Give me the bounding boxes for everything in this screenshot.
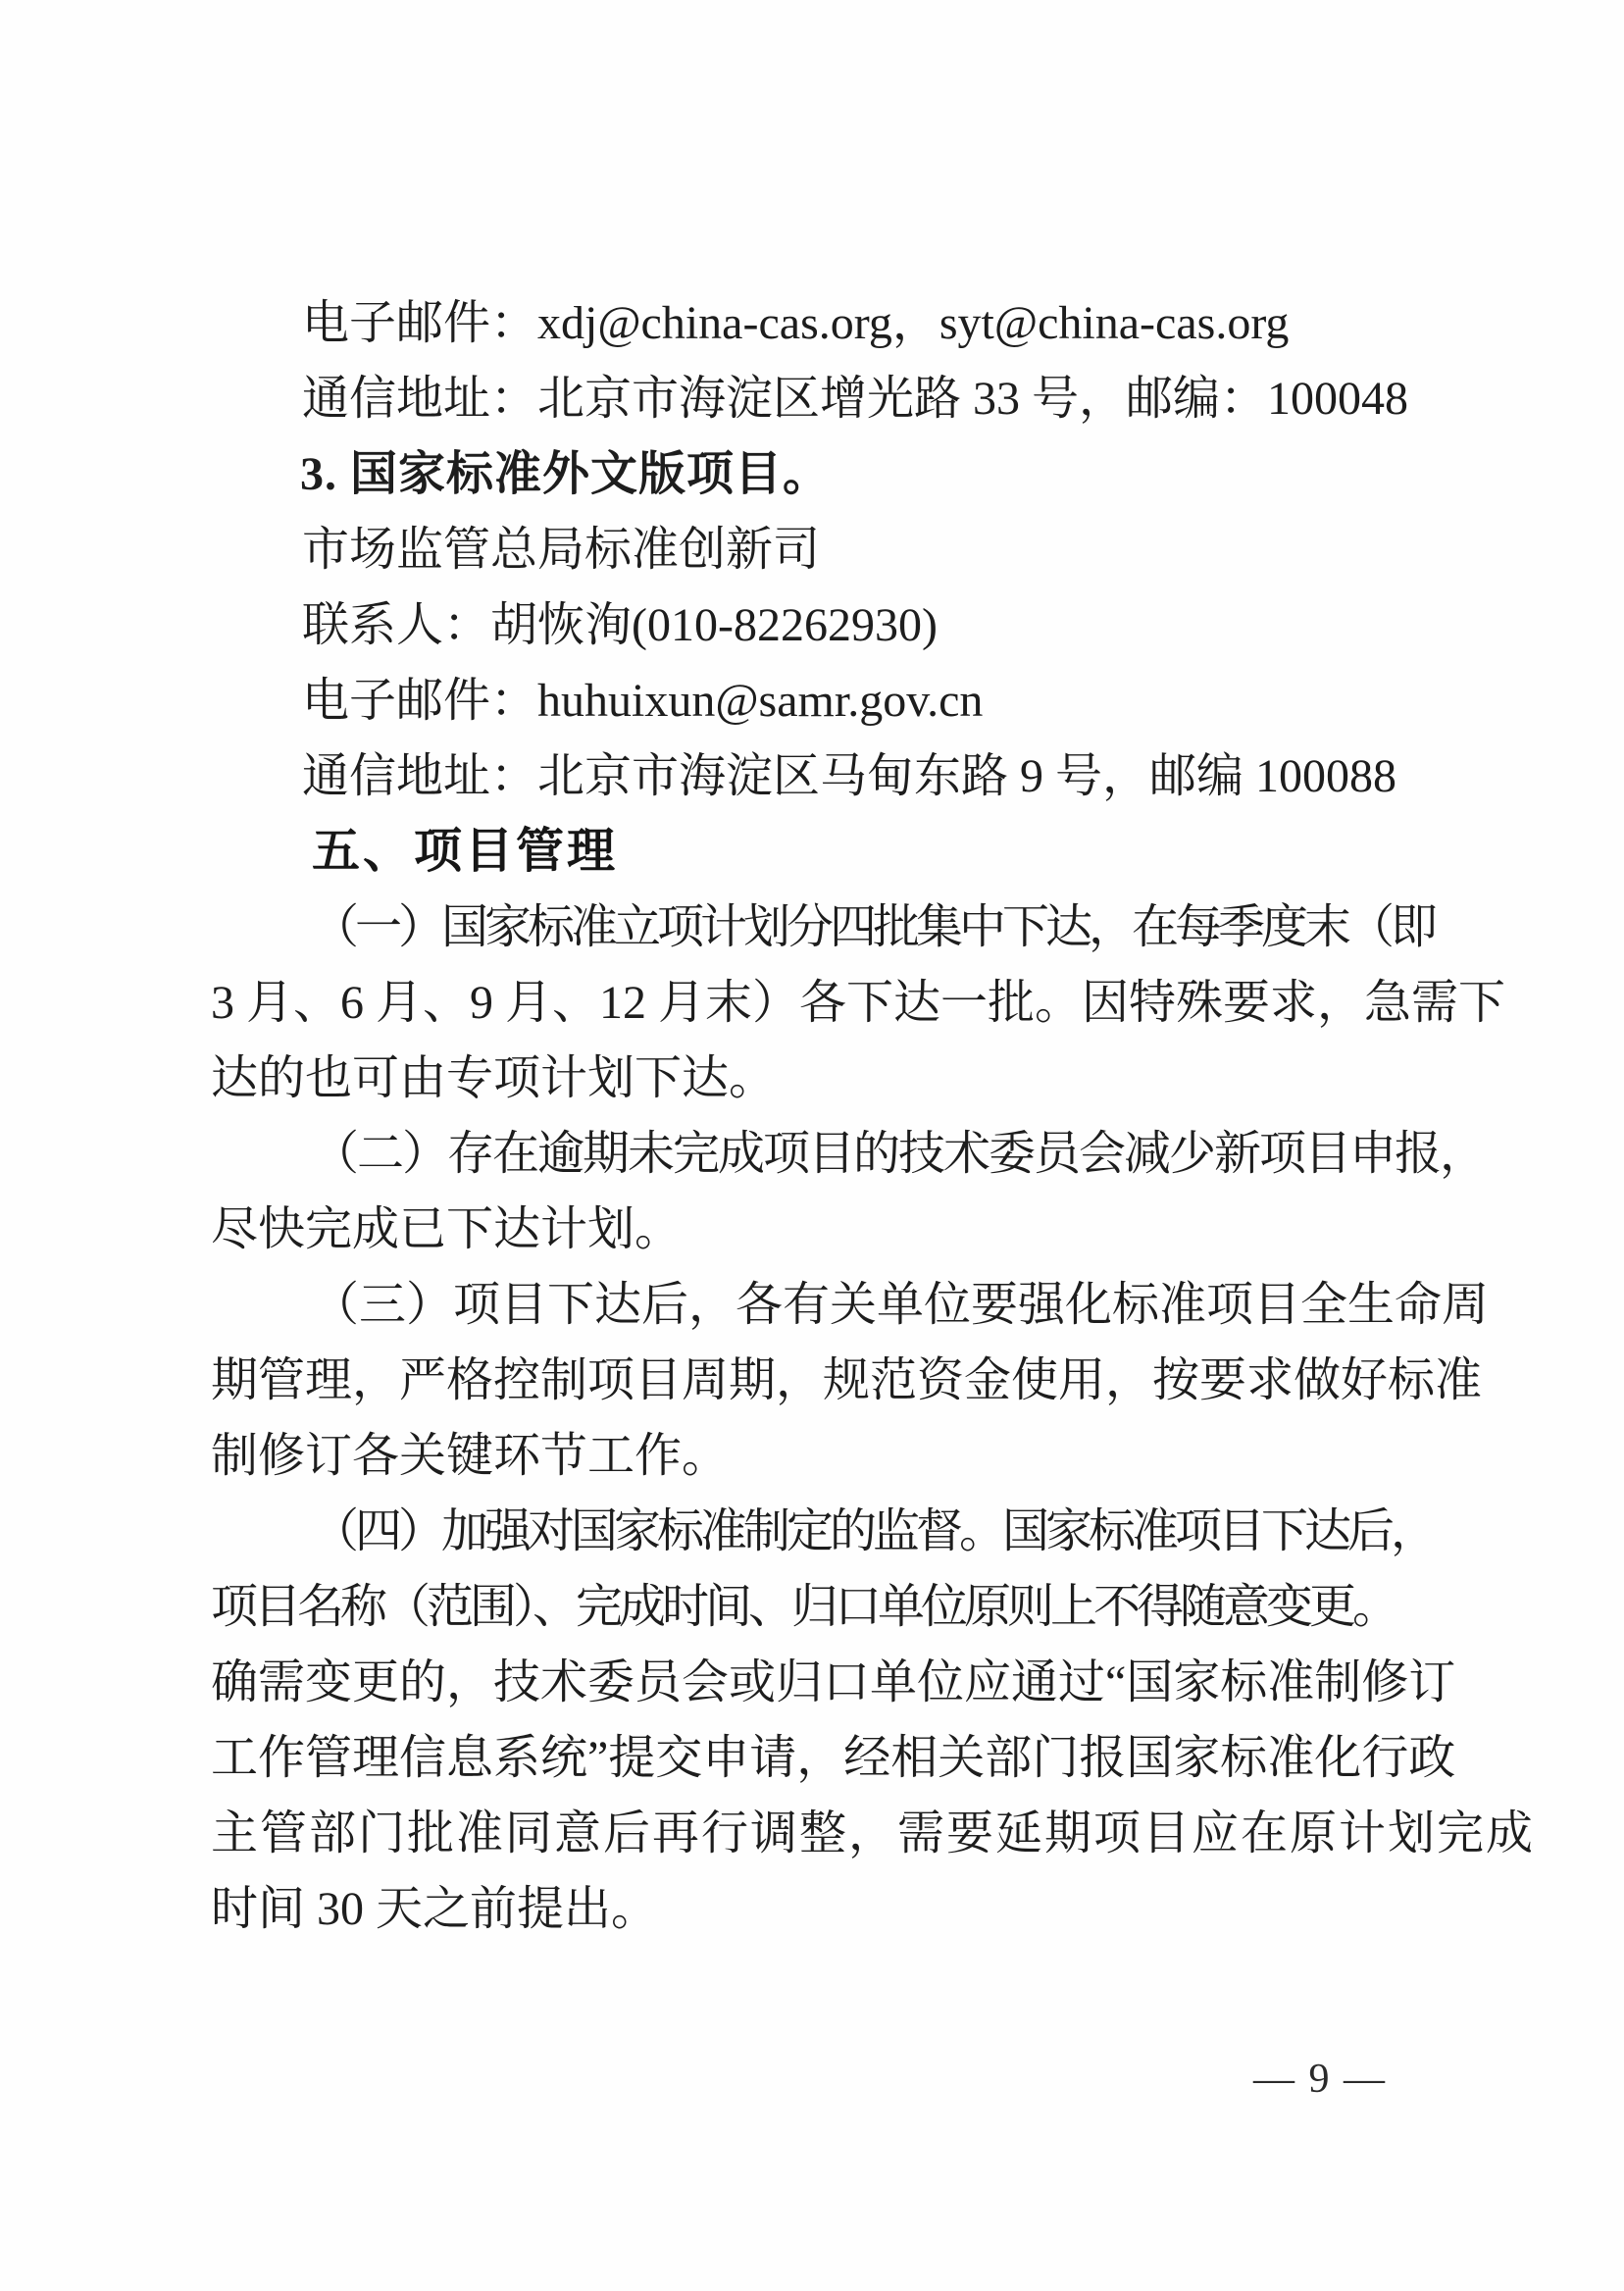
para4-line1: （四）加强对国家标准制定的监督。国家标准项目下达后， <box>312 1505 1435 1557</box>
para4-line4: 工作管理信息系统”提交申请，经相关部门报国家标准化行政 <box>211 1732 1456 1784</box>
section3-address-line: 通信地址：北京市海淀区马甸东路 9 号，邮编 100088 <box>302 750 1397 802</box>
para1-line1: （一）国家标准立项计划分四批集中下达，在每季度末（即 <box>312 901 1435 953</box>
para2-line2: 尽快完成已下达计划。 <box>211 1203 683 1255</box>
para4-line6: 时间 30 天之前提出。 <box>211 1883 659 1935</box>
para4-line3: 确需变更的，技术委员会或归口单位应通过“国家标准制修订 <box>211 1656 1456 1708</box>
para4-line2: 项目名称（范围）、完成时间、归口单位原则上不得随意变更。 <box>211 1581 1396 1633</box>
cas-address-line: 通信地址：北京市海淀区增光路 33 号，邮编：100048 <box>302 373 1409 425</box>
para1-line2: 3 月、6 月、9 月、12 月末）各下达一批。因特殊要求，急需下 <box>211 977 1506 1029</box>
cas-email-line: 电子邮件：xdj@china-cas.org，syt@china-cas.org <box>302 297 1290 349</box>
para3-line3: 制修订各关键环节工作。 <box>211 1430 730 1482</box>
para3-line1: （三）项目下达后，各有关单位要强化标准项目全生命周 <box>312 1279 1490 1331</box>
page-number: — 9 — <box>1253 2057 1387 2102</box>
section3-email-line: 电子邮件：huhuixun@samr.gov.cn <box>302 675 984 727</box>
section3-contact-person-line: 联系人：胡恢洵(010-82262930) <box>302 599 938 651</box>
document-body <box>0 285 1624 1947</box>
para1-line3: 达的也可由专项计划下达。 <box>211 1052 777 1104</box>
para3-line2: 期管理，严格控制项目周期，规范资金使用，按要求做好标准 <box>211 1354 1483 1406</box>
para4-line5: 主管部门批准同意后再行调整，需要延期项目应在原计划完成 <box>211 1807 1536 1859</box>
para2-line1: （二）存在逾期未完成项目的技术委员会减少新项目申报， <box>312 1128 1486 1180</box>
section3-heading: 3. 国家标准外文版项目。 <box>300 448 832 500</box>
section5-heading: 五、项目管理 <box>312 825 619 878</box>
section3-department-line: 市场监管总局标准创新司 <box>302 524 821 576</box>
